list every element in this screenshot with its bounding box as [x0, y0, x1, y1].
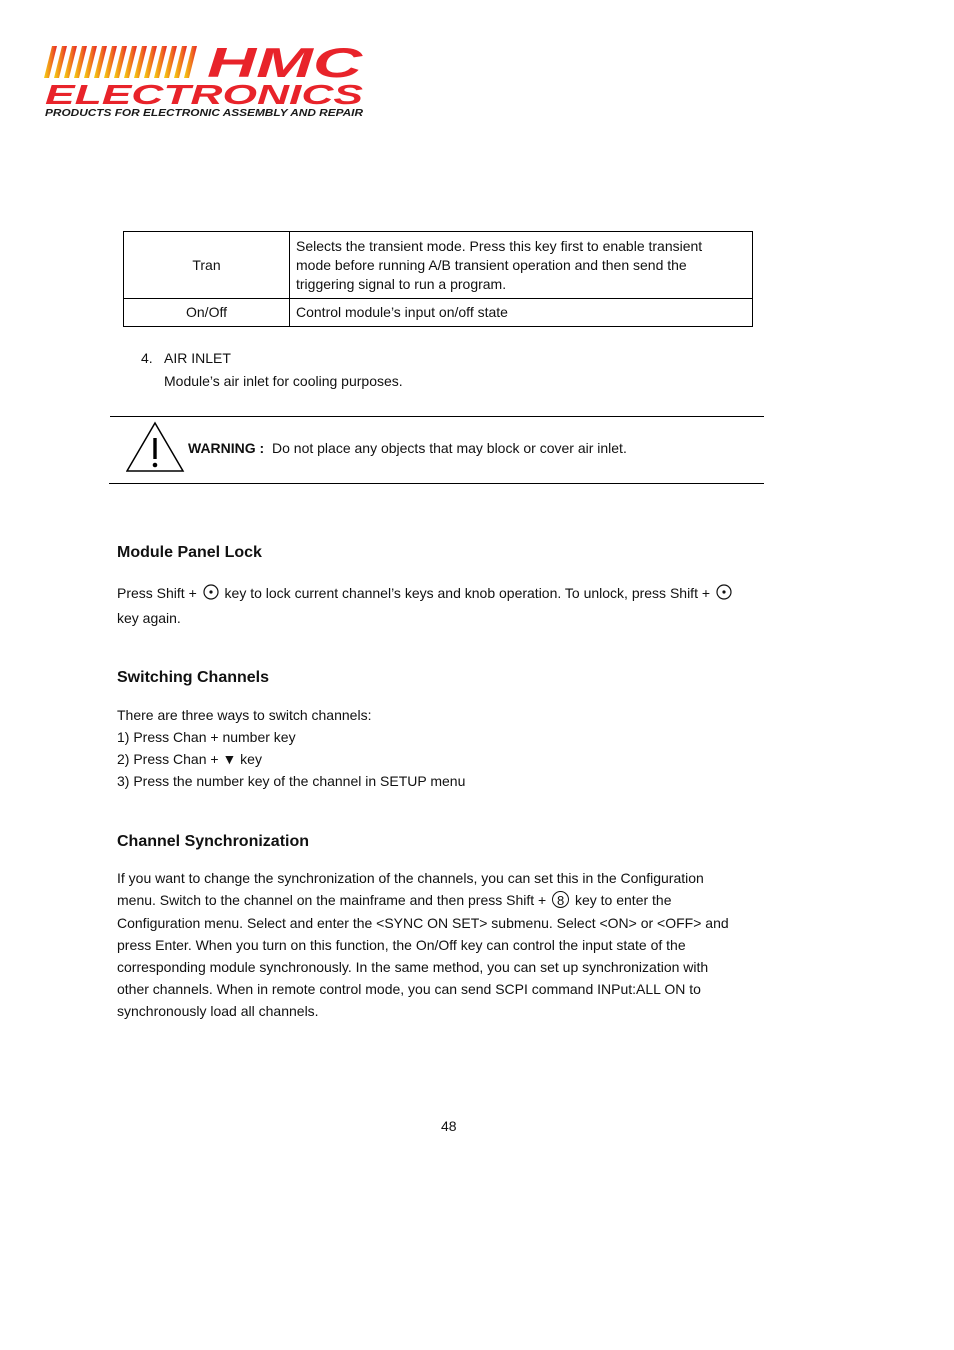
sync-line-2a: menu. Switch to the channel on the mainframe and then press Shift +: [117, 892, 547, 908]
sync-line: If you want to change the synchronization of the channels, you can set this in the Configuration: [117, 870, 704, 886]
table-key-cell: On/Off: [124, 299, 290, 327]
table-row: [124, 299, 753, 327]
panel-lock-text-3: key again.: [117, 610, 181, 626]
switching-line: 2) Press Chan + ▼ key: [117, 751, 262, 767]
sync-line: other channels. When in remote control mode, you can send SCPI command INPut:ALL ON to: [117, 981, 701, 997]
page-number: 48: [441, 1118, 457, 1134]
table-key-cell: Tran: [124, 232, 290, 299]
warning-top-rule: [110, 416, 764, 417]
key-description-table: [123, 231, 753, 327]
logo-electronics-text: ELECTRONICS: [45, 79, 364, 110]
sync-line: corresponding module synchronously. In the same method, you can set up synchronization with: [117, 959, 709, 975]
table-row: [124, 232, 753, 299]
switching-line: 3) Press the number key of the channel in SETUP menu: [117, 773, 466, 789]
sync-line: press Enter. When you turn on this function, the On/Off key can control the input state of the: [117, 937, 686, 953]
heading-switching-channels: Switching Channels: [117, 669, 270, 686]
sync-line: Configuration menu. Select and enter the <SYNC ON SET> submenu. Select <ON> or <OFF> and: [117, 915, 729, 931]
air-inlet-text: Module’s air inlet for cooling purposes.: [164, 373, 403, 389]
table-desc-line: Selects the transient mode. Press this key first to enable transient: [296, 237, 703, 254]
sync-line-with-key: [117, 891, 672, 910]
dot-circle-icon: [716, 584, 732, 600]
warning-text: Do not place any objects that may block or cover air inlet.: [272, 440, 627, 456]
table-desc-line: Control module’s input on/off state: [296, 304, 508, 320]
air-inlet-number: 4.: [141, 350, 153, 366]
heading-channel-synchronization: Channel Synchronization: [117, 833, 310, 850]
logo-hmc-text: HMC: [207, 42, 364, 86]
warning-bottom-rule: [109, 483, 764, 484]
dot-circle-icon: [203, 584, 219, 600]
logo-tagline: PRODUCTS FOR ELECTRONIC ASSEMBLY AND REPAIR: [45, 108, 364, 119]
hmc-electronics-logo: [42, 42, 367, 120]
table-desc-line: triggering signal to run a program.: [296, 275, 507, 292]
heading-module-panel-lock: Module Panel Lock: [117, 544, 262, 561]
switching-line: There are three ways to switch channels:: [117, 707, 372, 723]
table-desc-cell: [290, 299, 753, 327]
panel-lock-text-2: key to lock current channel’s keys and knob operation. To unlock, press Shift +: [224, 585, 711, 601]
sync-line: synchronously load all channels.: [117, 1003, 319, 1019]
warning-label: WARNING :: [188, 440, 265, 456]
air-inlet-title: AIR INLET: [164, 350, 231, 366]
circled-eight-key-icon: 8: [552, 891, 569, 908]
table-desc-cell: [290, 232, 753, 299]
warning-message: [188, 439, 627, 458]
switching-line: 1) Press Chan + number key: [117, 729, 296, 745]
panel-lock-paragraph: [117, 584, 734, 603]
table-desc-line: mode before running A/B transient operation and then send the: [296, 256, 687, 273]
sync-line-2b: key to enter the: [574, 892, 672, 908]
panel-lock-text-1: Press Shift +: [117, 585, 197, 601]
warning-triangle-icon: [126, 421, 186, 474]
